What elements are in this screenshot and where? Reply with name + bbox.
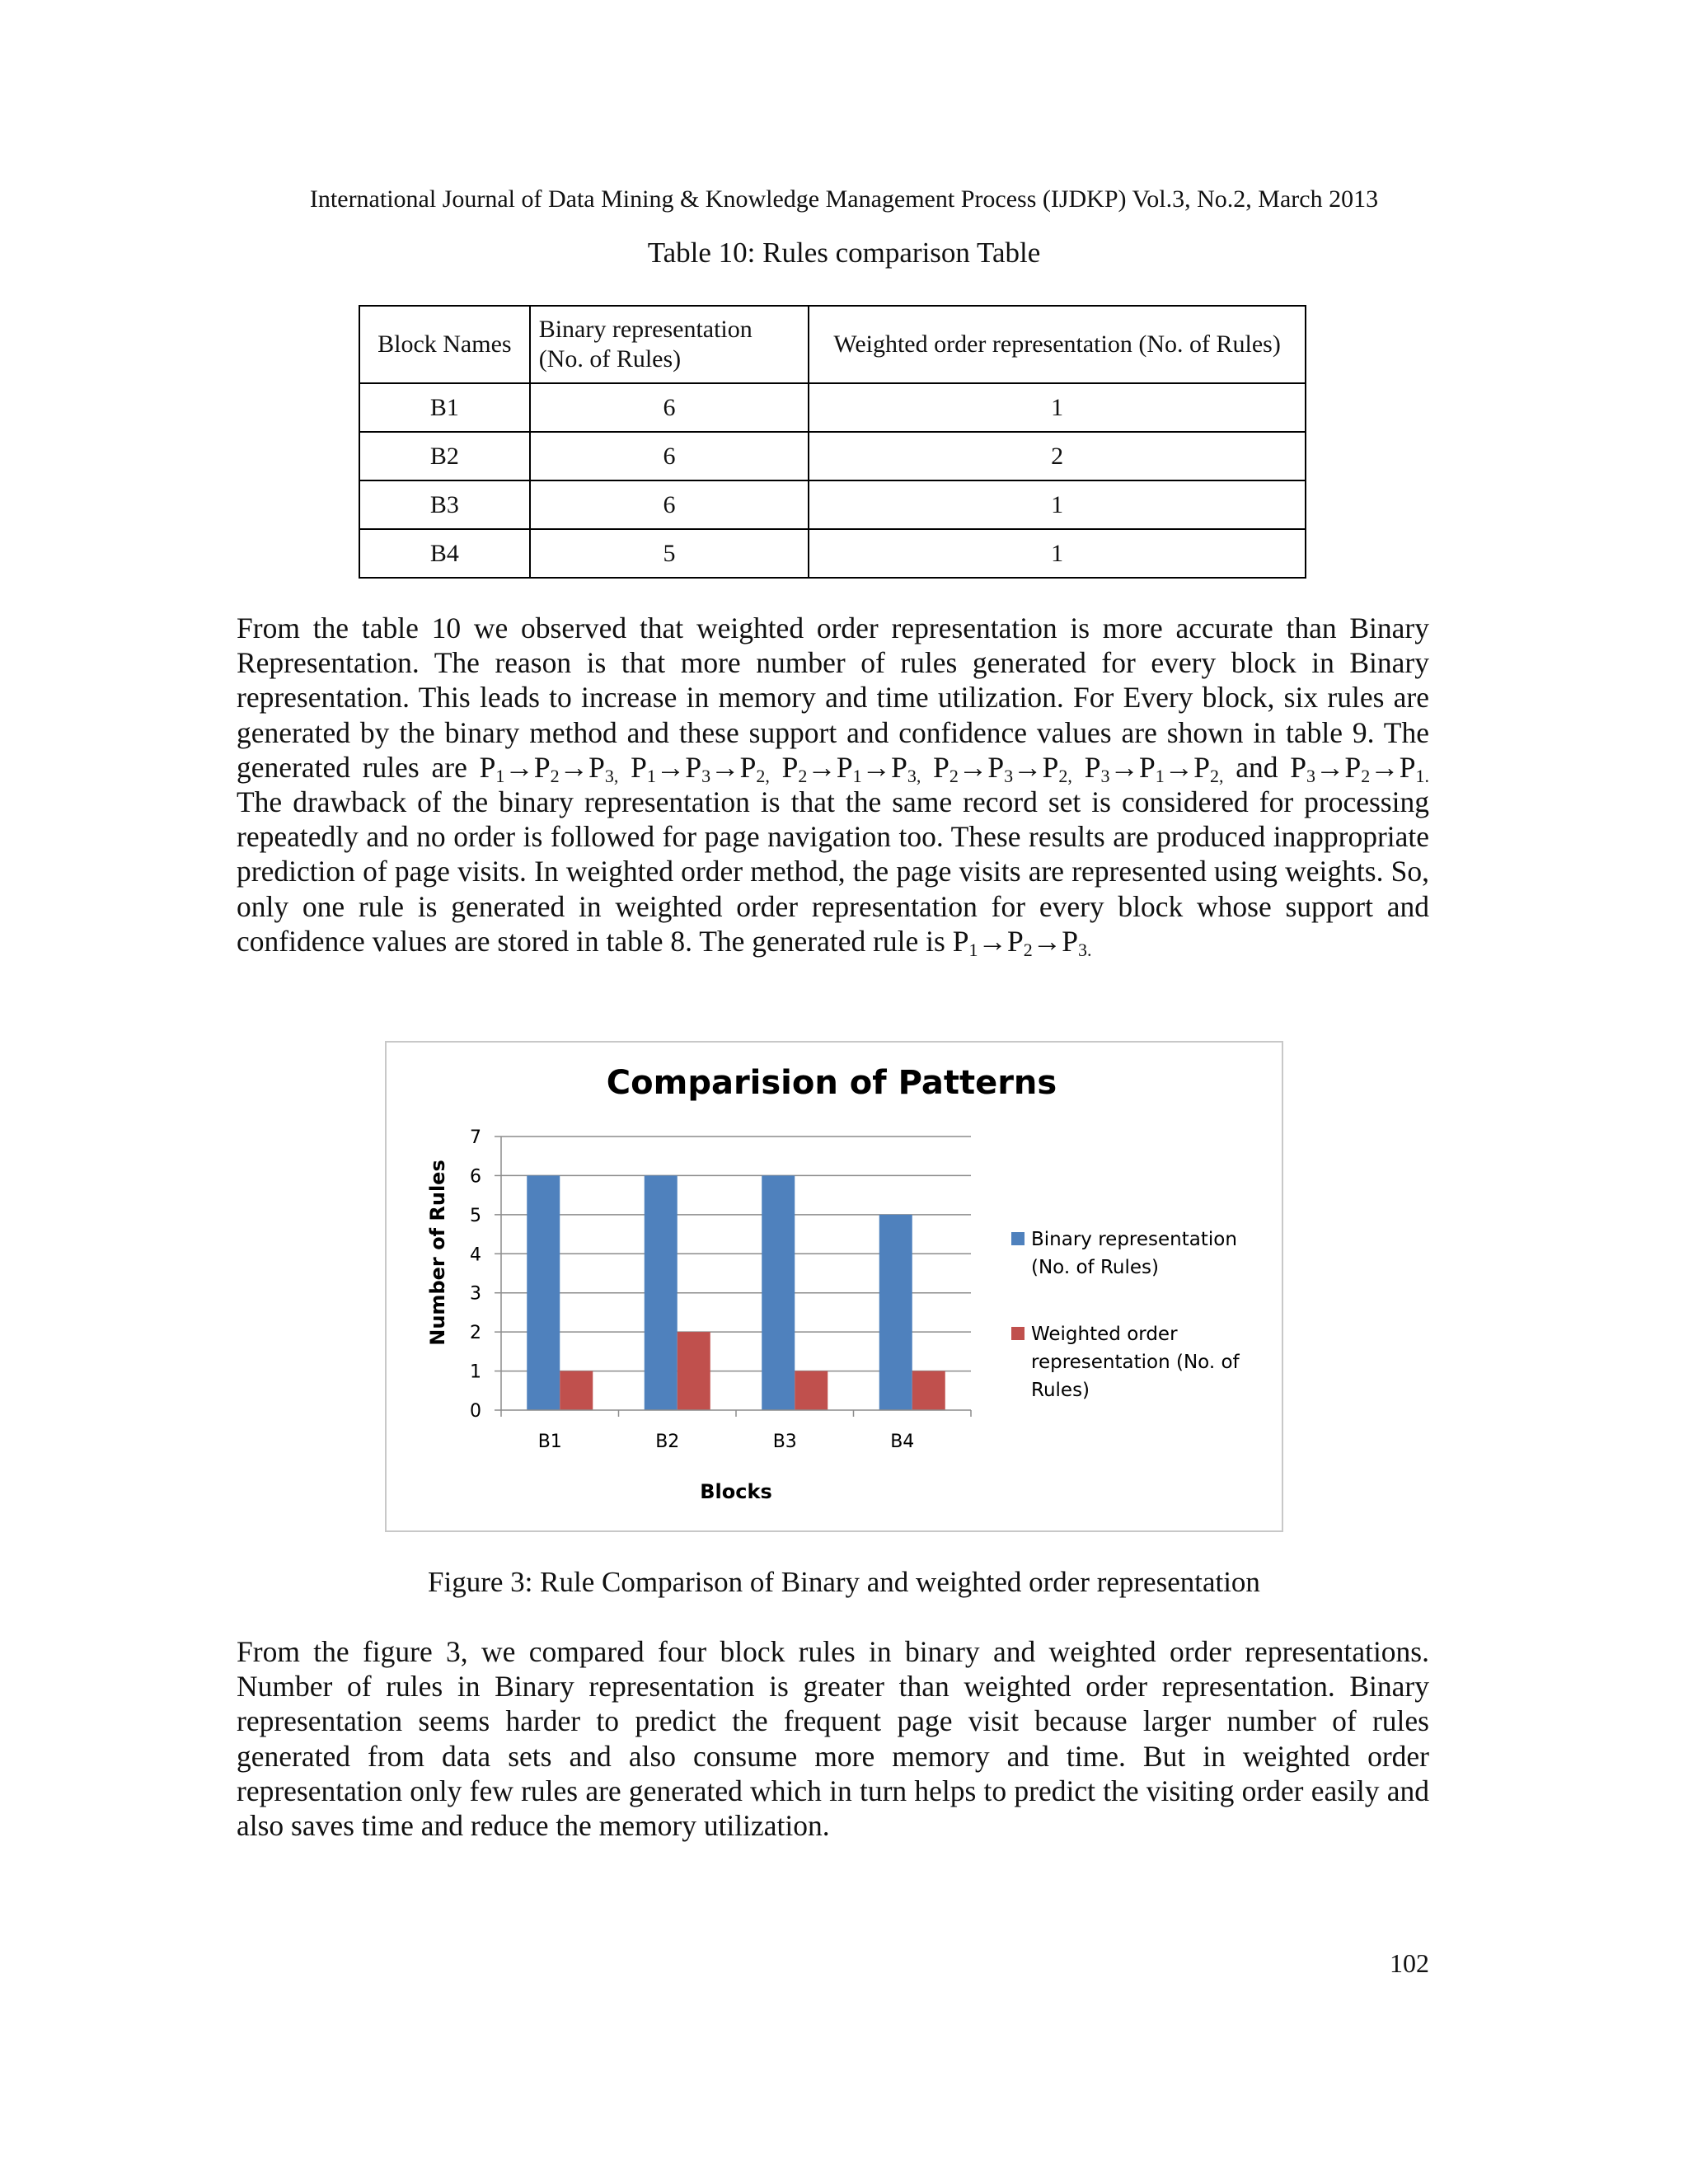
legend-label: Weighted order <box>1031 1324 1178 1345</box>
legend-label: Rules) <box>1031 1380 1090 1401</box>
rule-list: $P_1\to P_2\to P_{3,}$ $P_1\to P_3\to P_{2,}$ $P_2\to P_1\to P_{3,}$ $P_2\to P_3\to P_{2,}$ $P_3\to P_1\to P_{2,}$ <box>479 750 1224 786</box>
rules-comparison-table <box>359 305 1306 579</box>
table-row <box>359 383 1306 432</box>
generated-rule: $P_1\to P_2\to P_{3.}$ <box>952 924 1092 960</box>
table-cell: 1 <box>809 383 1306 432</box>
paragraph-intro-text: From the table 10 we observed that weighted order representation is more accurate than Binary Representation. The reason is that more number of rules generated for every block in Binary representation. This leads to increase in memory and time utilization. For Every block, six rules are generated by the binary method and these support and confidence values are shown in table 9. The generated rules are <box>237 612 1429 784</box>
y-tick-label: 1 <box>470 1361 481 1383</box>
table-cell: 6 <box>530 432 809 480</box>
table-cell: B3 <box>359 480 530 529</box>
paragraph-figure-discussion: From the figure 3, we compared four block rules in binary and weighted order representations. Number of rules in Binary representation is greater than weighted order representation. Binary representation seems harder to predict the frequent page visit because larger number of rules generated from data sets and also consume more memory and time. But in weighted order representation only few rules are generated which in turn helps to predict the visiting order easily and also saves time and reduce the memory utilization. <box>237 1635 1429 1843</box>
table-caption: Table 10: Rules comparison Table <box>647 237 1041 269</box>
table-header-cell: Block Names <box>359 306 530 383</box>
table-cell: B2 <box>359 432 530 480</box>
table-row <box>359 529 1306 578</box>
x-axis-label: Blocks <box>700 1480 772 1503</box>
table-header-cell: Binary representation (No. of Rules) <box>530 306 809 383</box>
paragraph-table-discussion <box>237 611 1429 958</box>
legend-label: Binary representation <box>1031 1229 1237 1250</box>
chart-canvas <box>387 1043 1282 1530</box>
bar-weighted-b2 <box>678 1332 710 1410</box>
x-tick-label: B3 <box>772 1432 797 1452</box>
y-tick-label: 4 <box>470 1244 481 1266</box>
table-row <box>359 480 1306 529</box>
legend-label: representation (No. of <box>1031 1352 1240 1373</box>
paragraph-middle-text: The drawback of the binary representation is that the same record set is considered for processing repeatedly and no order is followed for page navigation too. These results are produced inappropriate prediction of page visits. In weighted order method, the page visits are represented using weights. So, only one rule is generated in weighted order representation for every block whose support and confidence values are stored in table 8. The generated rule is <box>237 785 1429 958</box>
bar-binary-b2 <box>645 1175 678 1410</box>
bar-weighted-b3 <box>795 1371 828 1410</box>
table-cell: 1 <box>809 529 1306 578</box>
table-cell: B1 <box>359 383 530 432</box>
bar-binary-b3 <box>762 1175 795 1410</box>
x-tick-label: B4 <box>890 1432 915 1452</box>
table-cell: 6 <box>530 383 809 432</box>
y-tick-label: 5 <box>470 1205 481 1226</box>
bar-weighted-b4 <box>912 1371 945 1410</box>
table-header-cell: Weighted order representation (No. of Rules) <box>809 306 1306 383</box>
rule-last: $P_3\to P_2\to P_{1.}$ <box>1290 750 1430 786</box>
y-tick-label: 2 <box>470 1323 481 1344</box>
x-tick-label: B2 <box>655 1432 680 1452</box>
figure-caption: Figure 3: Rule Comparison of Binary and weighted order representation <box>428 1566 1260 1598</box>
table-cell: 6 <box>530 480 809 529</box>
y-tick-label: 6 <box>470 1166 481 1188</box>
table-cell: 5 <box>530 529 809 578</box>
legend <box>1011 1229 1240 1401</box>
table-cell: B4 <box>359 529 530 578</box>
pattern-comparison-chart <box>385 1041 1283 1532</box>
y-axis-label: Number of Rules <box>426 1160 449 1346</box>
x-tick-label: B1 <box>537 1432 562 1452</box>
bar-weighted-b1 <box>560 1371 593 1410</box>
table-header-row <box>359 306 1306 383</box>
table-cell: 1 <box>809 480 1306 529</box>
and-word: and <box>1236 750 1278 784</box>
y-tick-label: 3 <box>470 1283 481 1305</box>
legend-swatch <box>1011 1327 1025 1340</box>
y-tick-label: 7 <box>470 1127 481 1148</box>
legend-label: (No. of Rules) <box>1031 1257 1159 1278</box>
legend-swatch <box>1011 1232 1025 1245</box>
table-row <box>359 432 1306 480</box>
y-tick-label: 0 <box>470 1401 481 1422</box>
page-number: 102 <box>1390 1948 1429 1978</box>
chart-title: Comparision of Patterns <box>606 1064 1057 1102</box>
bar-binary-b1 <box>527 1175 560 1410</box>
table-cell: 2 <box>809 432 1306 480</box>
journal-header: International Journal of Data Mining & Knowledge Management Process (IJDKP) Vol.3, No.2, March 2013 <box>309 185 1379 213</box>
bar-binary-b4 <box>879 1215 912 1410</box>
